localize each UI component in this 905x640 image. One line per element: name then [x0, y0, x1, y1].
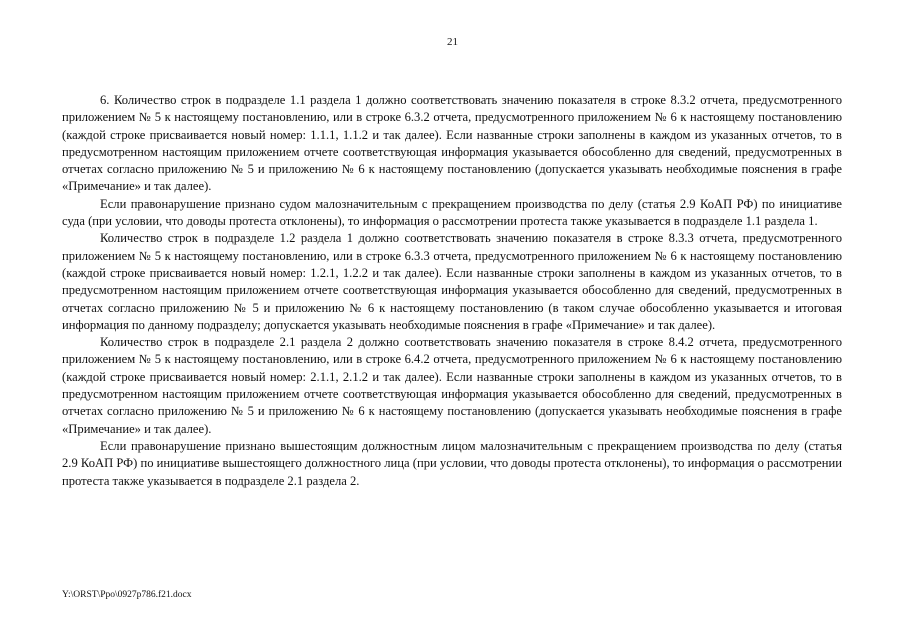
- paragraph-5: Если правонарушение признано вышестоящим должностным лицом малозначительным с прекращением производства по делу (статья 2.9 КоАП РФ) по инициативе вышестоящего должностного лица (при условии, что доводы протеста отклонены), то информация о рассмотрении протеста также указывается в подразделе 2.1 раздела 2.: [62, 438, 842, 488]
- paragraph-4: Количество строк в подразделе 2.1 раздела 2 должно соответствовать значению показателя в строке 8.4.2 отчета, предусмотренного приложением № 5 к настоящему постановлению, или в строке 6.4.2 отчета, предусмотренного приложением № 6 к настоящему постановлению (каждой строке присваивается новый номер: 2.1.1, 2.1.2 и так далее). Если названные строки заполнены в каждом из указанных отчетов, то в предусмотренном настоящим приложением отчете соответствующая информация указывается обособленно для сведений, предусмотренных в отчетах согласно приложению № 5 и приложению № 6 к настоящему постановлению (допускается указывать необходимые пояснения в графе «Примечание» и так далее).: [62, 335, 842, 436]
- paragraph-2: Если правонарушение признано судом малозначительным с прекращением производства по делу (статья 2.9 КоАП РФ) по инициативе суда (при условии, что доводы протеста отклонены), то информация о рассмотрении протеста также указывается в подразделе 1.1 раздела 1.: [62, 196, 842, 229]
- document-body: [62, 92, 842, 490]
- paragraph-1: 6. Количество строк в подразделе 1.1 раздела 1 должно соответствовать значению показателя в строке 8.3.2 отчета, предусмотренного приложением № 5 к настоящему постановлению, или в строке 6.3.2 отчета, предусмотренного приложением № 6 к настоящему постановлению (каждой строке присваивается новый номер: 1.1.1, 1.1.2 и так далее). Если названные строки заполнены в каждом из указанных отчетов, то в предусмотренном настоящим приложением отчете соответствующая информация указывается обособленно для сведений, предусмотренных в отчетах согласно приложению № 5 и приложению № 6 к настоящему постановлению (допускается указывать необходимые пояснения в графе «Примечание» и так далее).: [62, 93, 842, 194]
- page-number: 21: [447, 36, 458, 48]
- footer-file-path: Y:\ORST\Ppo\0927p786.f21.docx: [62, 590, 192, 600]
- paragraph-3: Количество строк в подразделе 1.2 раздела 1 должно соответствовать значению показателя в строке 8.3.3 отчета, предусмотренного приложением № 5 к настоящему постановлению, или в строке 6.3.3 отчета, предусмотренного приложением № 6 к настоящему постановлению (каждой строке присваивается новый номер: 1.2.1, 1.2.2 и так далее). Если названные строки заполнены в каждом из указанных отчетов, то в предусмотренном настоящим приложением отчете соответствующая информация указывается обособленно для сведений, предусмотренных в отчетах согласно приложению № 5 и приложению № 6 к настоящему постановлению (в таком случае обособленно указывается и итоговая информация по данному подразделу; допускается указывать необходимые пояснения в графе «Примечание» и так далее).: [62, 231, 842, 332]
